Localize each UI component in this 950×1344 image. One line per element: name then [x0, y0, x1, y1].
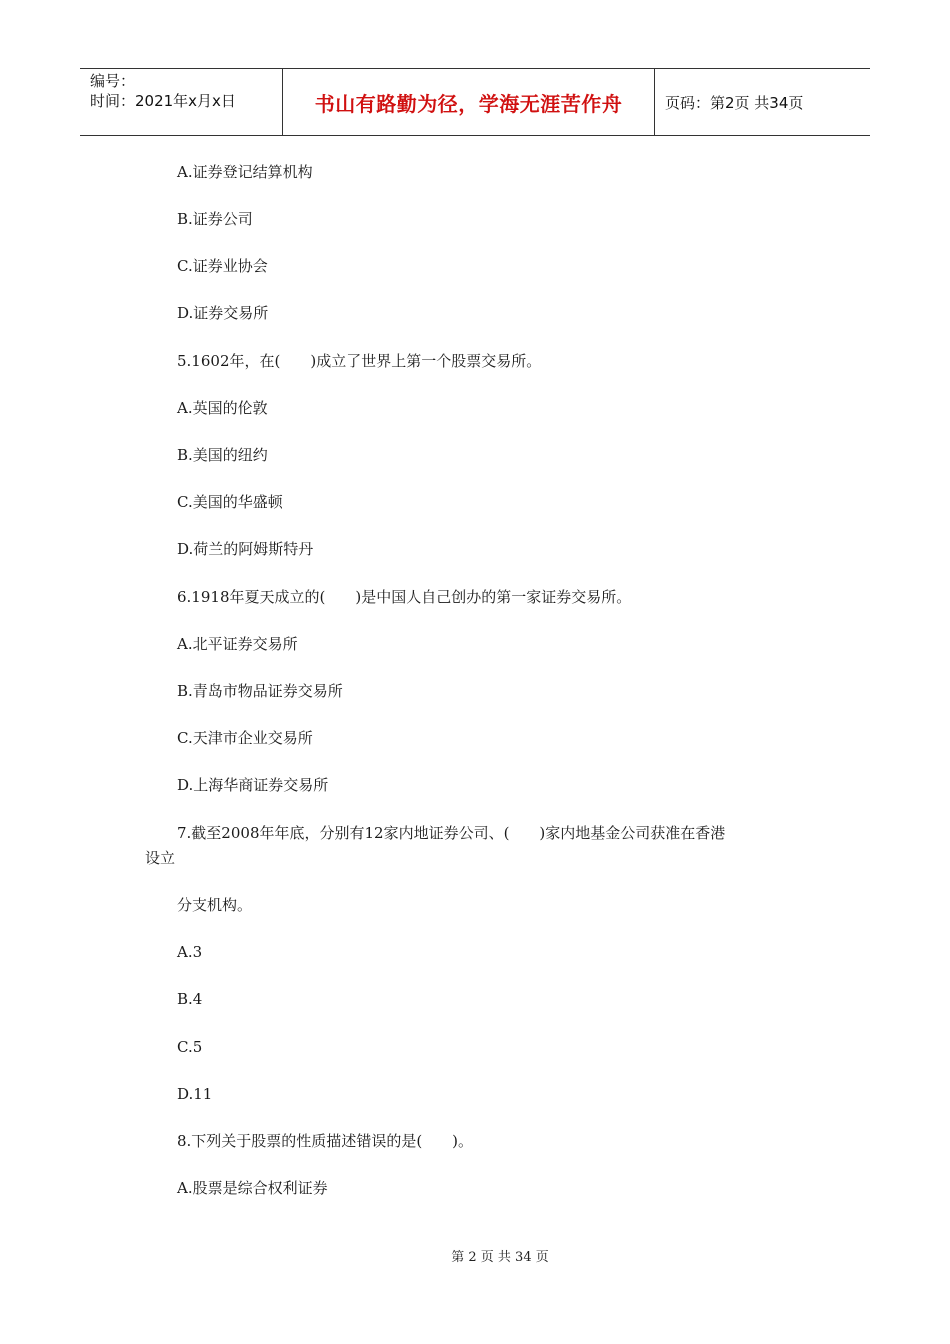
option-line: C.美国的华盛顿: [177, 493, 283, 511]
option-line: B.证券公司: [177, 210, 253, 228]
question-line: 8.下列关于股票的性质描述错误的是( )。: [177, 1132, 474, 1150]
option-line: D.11: [177, 1085, 213, 1103]
question-line: 6.1918年夏天成立的( )是中国人自己创办的第一家证券交易所。: [177, 588, 632, 606]
option-line: B.美国的纽约: [177, 446, 268, 464]
option-line: C.天津市企业交易所: [177, 729, 313, 747]
option-line: A.证券登记结算机构: [177, 163, 313, 181]
option-line: D.上海华商证券交易所: [177, 776, 329, 794]
page-footer: 第 2 页 共 34 页: [451, 1250, 549, 1265]
option-line: C.5: [177, 1038, 203, 1056]
option-line: B.4: [177, 990, 203, 1008]
motto: 书山有路勤为径，学海无涯苦作舟: [314, 91, 623, 116]
option-line: A.北平证券交易所: [177, 635, 298, 653]
time-label: 时间：2021年x月x日: [90, 92, 236, 110]
page-header: [80, 68, 870, 136]
question-line-wrap: 设立: [145, 849, 176, 867]
option-line: A.股票是综合权利证券: [177, 1179, 328, 1197]
option-line: A.英国的伦敦: [177, 399, 268, 417]
option-line: D.证券交易所: [177, 304, 269, 322]
option-line: B.青岛市物品证券交易所: [177, 682, 343, 700]
option-line: A.3: [177, 943, 203, 961]
question-line: 7.截至2008年年底，分别有12家内地证券公司、( )家内地基金公司获准在香港: [177, 824, 726, 842]
header-motto-cell: [282, 69, 655, 135]
page-info: 页码：第2页 共34页: [665, 93, 804, 112]
option-line: C.证券业协会: [177, 257, 268, 275]
option-line: D.荷兰的阿姆斯特丹: [177, 540, 314, 558]
question-line: 5.1602年，在( )成立了世界上第一个股票交易所。: [177, 352, 542, 370]
header-meta-cell: [80, 69, 282, 135]
question-line-cont: 分支机构。: [177, 896, 253, 914]
header-page-cell: [655, 69, 870, 135]
serial-label: 编号：: [90, 72, 136, 90]
